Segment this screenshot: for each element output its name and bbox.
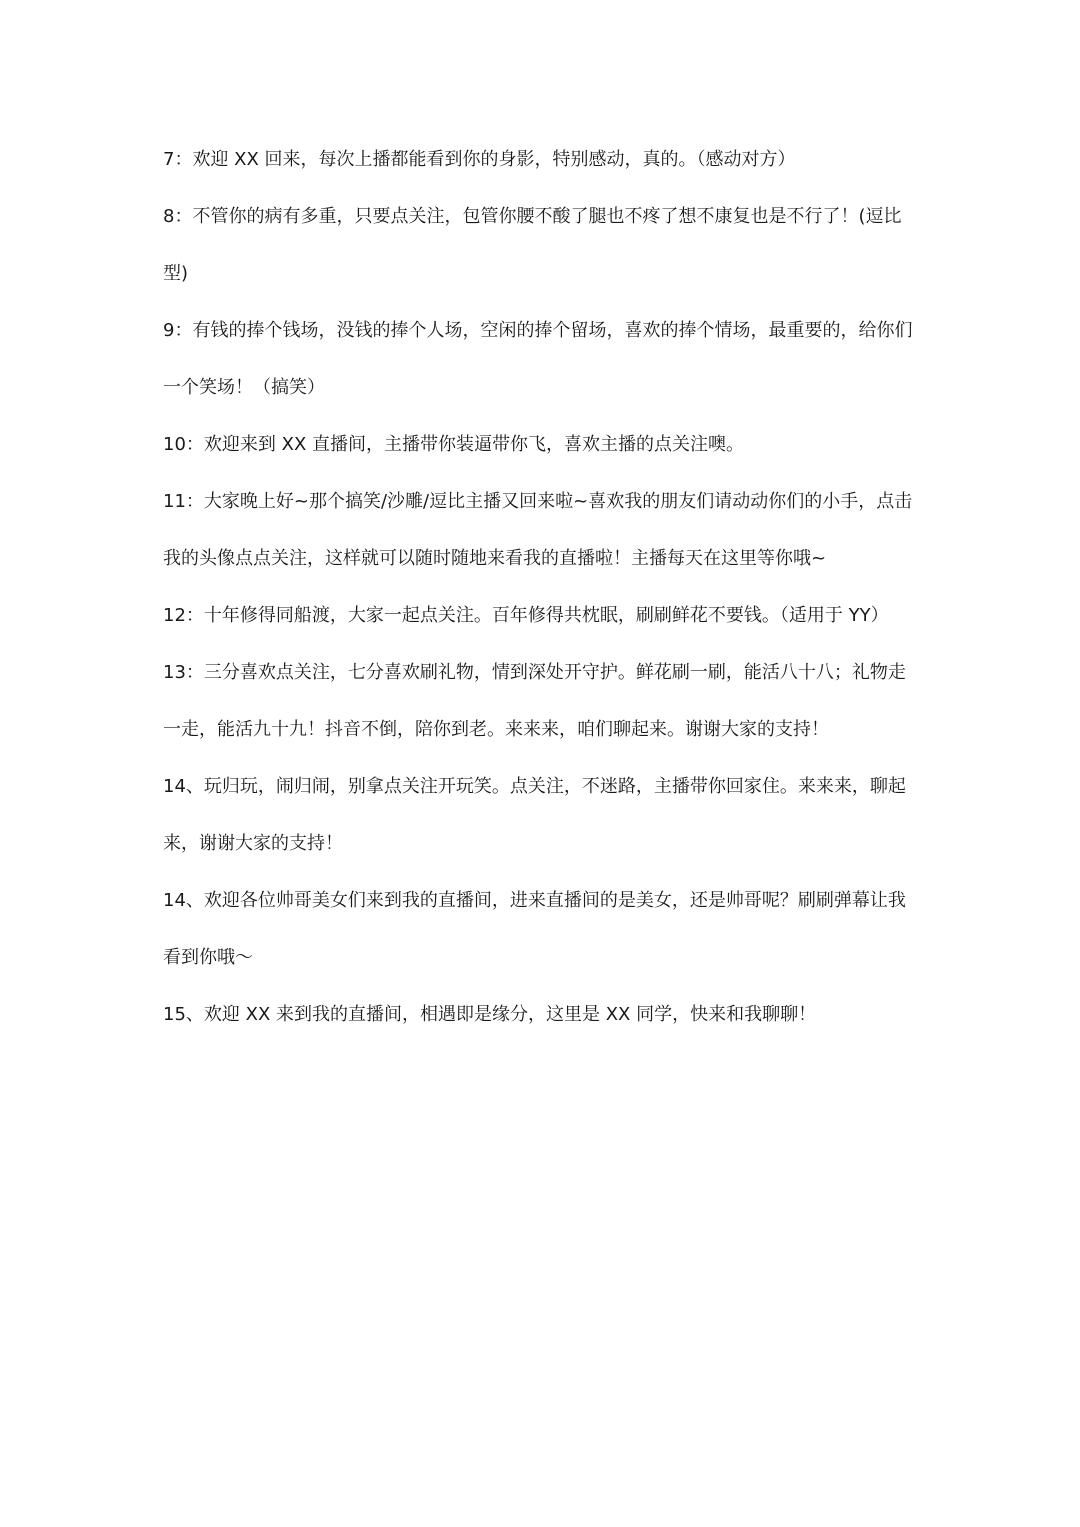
paragraph-15: 15、欢迎 XX 来到我的直播间，相遇即是缘分，这里是 XX 同学，快来和我聊聊！ xyxy=(163,1004,817,1025)
paragraph-9: 9：有钱的捧个钱场，没钱的捧个人场，空闲的捧个留场，喜欢的捧个情场，最重要的，给你们一个笑场！（搞笑） xyxy=(163,320,913,398)
paragraph-14b: 14、欢迎各位帅哥美女们来到我的直播间，进来直播间的是美女，还是帅哥呢？刷刷弹幕让我看到你哦～ xyxy=(163,890,906,968)
paragraph-8: 8：不管你的病有多重，只要点关注，包管你腰不酸了腿也不疼了想不康复也是不行了！(逗比型) xyxy=(163,206,902,284)
paragraph-11: 11：大家晚上好~那个搞笑/沙雕/逗比主播又回来啦~喜欢我的朋友们请动动你们的小手，点击我的头像点点关注，这样就可以随时随地来看我的直播啦！主播每天在这里等你哦~ xyxy=(163,491,913,569)
paragraph-14a: 14、玩归玩，闹归闹，别拿点关注开玩笑。点关注，不迷路，主播带你回家住。来来来，聊起来，谢谢大家的支持！ xyxy=(163,776,906,854)
paragraph-7: 7：欢迎 XX 回来，每次上播都能看到你的身影，特别感动，真的。（感动对方） xyxy=(163,149,796,170)
paragraph-13: 13：三分喜欢点关注，七分喜欢刷礼物，情到深处开守护。鲜花刷一刷，能活八十八；礼物走一走，能活九十九！抖音不倒，陪你到老。来来来，咱们聊起来。谢谢大家的支持！ xyxy=(163,662,906,740)
document-body xyxy=(163,131,923,1043)
paragraph-10: 10：欢迎来到 XX 直播间，主播带你装逼带你飞，喜欢主播的点关注噢。 xyxy=(163,434,745,455)
paragraph-12: 12：十年修得同船渡，大家一起点关注。百年修得共枕眠，刷刷鲜花不要钱。（适用于 YY） xyxy=(163,605,889,626)
